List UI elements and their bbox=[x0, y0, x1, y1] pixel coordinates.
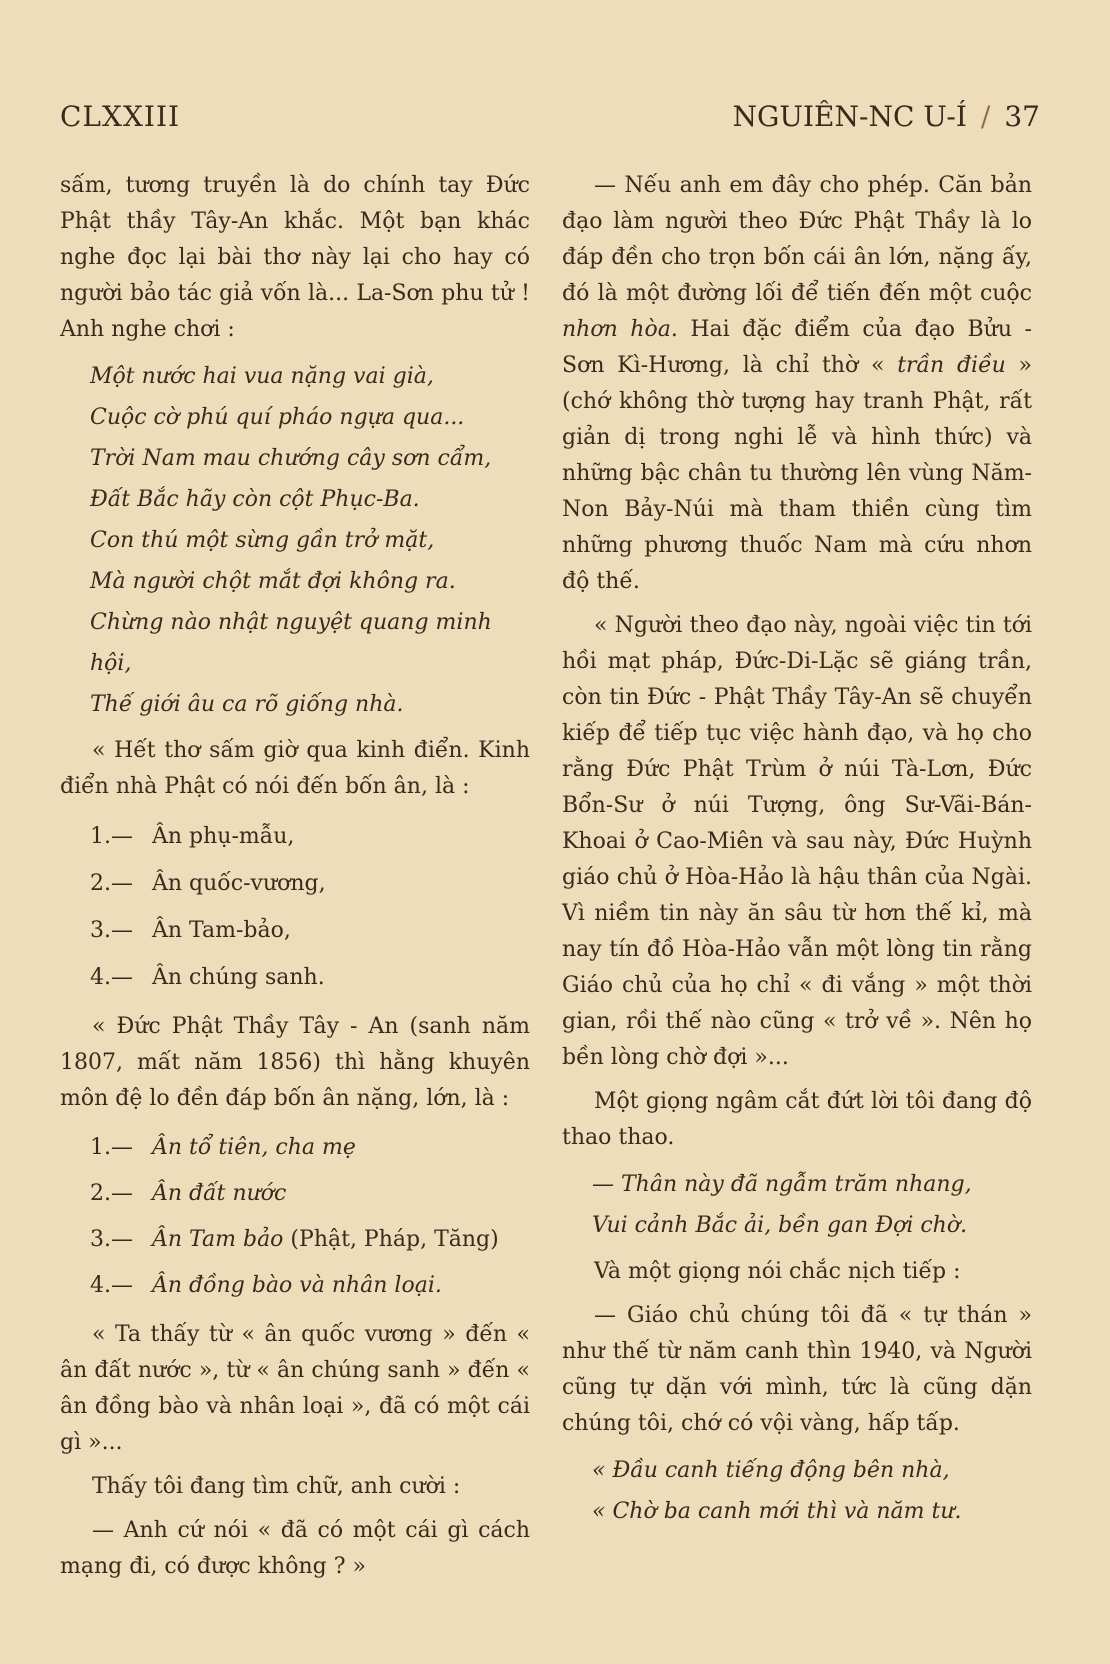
page-number: 37 bbox=[1004, 100, 1040, 133]
chapter-number: CLXXIII bbox=[60, 100, 181, 133]
paragraph: sấm, tương truyền là do chính tay Đức Phật thầy Tây-An khắc. Một bạn khác nghe đọc lại bài thơ này lại cho hay có người bảo tác giả vốn là... La-Sơn phu tử ! Anh nghe chơi : bbox=[60, 173, 530, 342]
paragraph: Thấy tôi đang tìm chữ, anh cười : bbox=[92, 1474, 461, 1499]
paragraph-text: — Nếu anh em đây cho phép. Căn bản đạo làm người theo Đức Phật Thầy là lo đáp đền cho trọn bốn cái ân lớn, nặng ấy, đó là một đường lối để tiến đến một cuộc bbox=[562, 173, 1032, 306]
paragraph: « Hết thơ sấm giờ qua kinh điển. Kinh điển nhà Phật có nói đến bốn ân, là : bbox=[60, 738, 530, 799]
list-item bbox=[90, 1171, 530, 1217]
list-text: Ân đồng bào và nhân loại. bbox=[152, 1273, 442, 1298]
list-number: 3.— bbox=[90, 1227, 133, 1252]
list-text: Ân quốc-vương, bbox=[152, 871, 326, 896]
list-number: 3.— bbox=[90, 918, 133, 943]
list-number: 1.— bbox=[90, 824, 133, 849]
list-item bbox=[90, 1217, 530, 1263]
left-column bbox=[60, 168, 530, 1593]
poem-verse bbox=[562, 1164, 1032, 1246]
poem-line: Con thú một sừng gần trở mặt, bbox=[90, 528, 435, 553]
poem-line: « Đầu canh tiếng động bên nhà, bbox=[592, 1458, 950, 1483]
emphasis-text: nhơn hòa bbox=[562, 317, 671, 342]
paragraph: « Ta thấy từ « ân quốc vương » đến « ân đất nước », từ « ân chúng sanh » đến « ân đồng bào và nhân loại », đã có một cái gì »... bbox=[60, 1322, 530, 1455]
emphasis-text: trần điều bbox=[897, 353, 1006, 378]
poem-line: Mà người chột mắt đợi không ra. bbox=[90, 569, 456, 594]
poem-verse bbox=[60, 356, 530, 725]
running-title bbox=[733, 100, 1040, 133]
list-text: Ân chúng sanh. bbox=[152, 965, 325, 990]
poem-line: Chừng nào nhật nguyệt quang minh hội, bbox=[90, 610, 492, 676]
paragraph: « Người theo đạo này, ngoài việc tin tới hồi mạt pháp, Đức-Di-Lặc sẽ giáng trần, còn tin Đức - Phật Thầy Tây-An sẽ chuyển kiếp để tiếp tục việc hành đạo, và họ cho rằng Đức Phật Trùm ở núi Tà-Lơn, Đức Bổn-Sư ở núi Tượng, ông Sư-Vãi-Bán-Khoai ở Cao-Miên và sau này, Đức Huỳnh giáo chủ ở Hòa-Hảo là hậu thân của Ngài. Vì niềm tin này ăn sâu từ hơn thế kỉ, mà nay tín đồ Hòa-Hảo vẫn một lòng tin rằng Giáo chủ của họ chỉ « đi vắng » một thời gian, rồi thế nào cũng « trở về ». Nên họ bền lòng chờ đợi »... bbox=[562, 613, 1032, 1070]
list-number: 4.— bbox=[90, 1273, 133, 1298]
page-header bbox=[60, 100, 1040, 140]
poem-line: Đất Bắc hãy còn cột Phục-Ba. bbox=[90, 487, 420, 512]
poem-line: Vui cảnh Bắc ải, bền gan Đợi chờ. bbox=[592, 1213, 968, 1238]
list-text: Ân đất nước bbox=[152, 1181, 287, 1206]
paragraph bbox=[562, 168, 1032, 600]
list-text: Ân tổ tiên, cha mẹ bbox=[152, 1135, 356, 1160]
list-text: Ân Tam-bảo, bbox=[152, 918, 291, 943]
poem-line: Thế giới âu ca rõ giống nhà. bbox=[90, 692, 404, 717]
list-item bbox=[90, 907, 530, 954]
running-title-text: NGUIÊN-NC U-Í bbox=[732, 100, 967, 133]
header-separator: / bbox=[980, 100, 991, 133]
poem-line: Trời Nam mau chướng cây sơn cẩm, bbox=[90, 446, 492, 471]
list-item bbox=[90, 1263, 530, 1309]
poem-line: « Chờ ba canh mới thì và năm tư. bbox=[592, 1499, 962, 1524]
right-column bbox=[562, 168, 1032, 1540]
list-item bbox=[90, 1125, 530, 1171]
list-text: Ân phụ-mẫu, bbox=[152, 824, 295, 849]
list-number: 1.— bbox=[90, 1135, 133, 1160]
paragraph-text: . Hai đặc điểm của đạo Bửu - Sơn Kì-Hương, là chỉ thờ « bbox=[562, 317, 1032, 378]
list-number: 2.— bbox=[90, 1181, 133, 1206]
poem-line: Cuộc cờ phú quí pháo ngựa qua... bbox=[90, 405, 465, 430]
paragraph: — Giáo chủ chúng tôi đã « tự thán » như thế từ năm canh thìn 1940, và Người cũng tự dặn với mình, tức là cũng dặn chúng tôi, chớ có vội vàng, hấp tấp. bbox=[562, 1303, 1032, 1436]
four-graces-list-italic bbox=[60, 1125, 530, 1309]
list-extra: (Phật, Pháp, Tăng) bbox=[283, 1227, 499, 1252]
four-graces-list bbox=[60, 813, 530, 1001]
list-number: 4.— bbox=[90, 965, 133, 990]
list-item bbox=[90, 813, 530, 860]
poem-line: — Thân này đã ngẫm trăm nhang, bbox=[592, 1172, 972, 1197]
paragraph: Một giọng ngâm cắt đứt lời tôi đang độ thao thao. bbox=[562, 1089, 1032, 1150]
list-item bbox=[90, 954, 530, 1001]
poem-line: Một nước hai vua nặng vai già, bbox=[90, 364, 434, 389]
list-item bbox=[90, 860, 530, 907]
paragraph: Và một giọng nói chắc nịch tiếp : bbox=[594, 1259, 961, 1284]
list-text: Ân Tam bảo bbox=[152, 1227, 284, 1252]
paragraph: — Anh cứ nói « đã có một cái gì cách mạng đi, có được không ? » bbox=[60, 1518, 530, 1579]
poem-verse bbox=[562, 1450, 1032, 1532]
paragraph-text: » (chớ không thờ tượng hay tranh Phật, rất giản dị trong nghi lễ và hình thức) và những bậc chân tu thường lên vùng Năm-Non Bảy-Núi mà tham thiền cùng tìm những phương thuốc Nam mà cứu nhơn độ thế. bbox=[562, 353, 1032, 594]
list-number: 2.— bbox=[90, 871, 133, 896]
paragraph: « Đức Phật Thầy Tây - An (sanh năm 1807, mất năm 1856) thì hằng khuyên môn đệ lo đền đáp bốn ân nặng, lớn, là : bbox=[60, 1014, 530, 1111]
